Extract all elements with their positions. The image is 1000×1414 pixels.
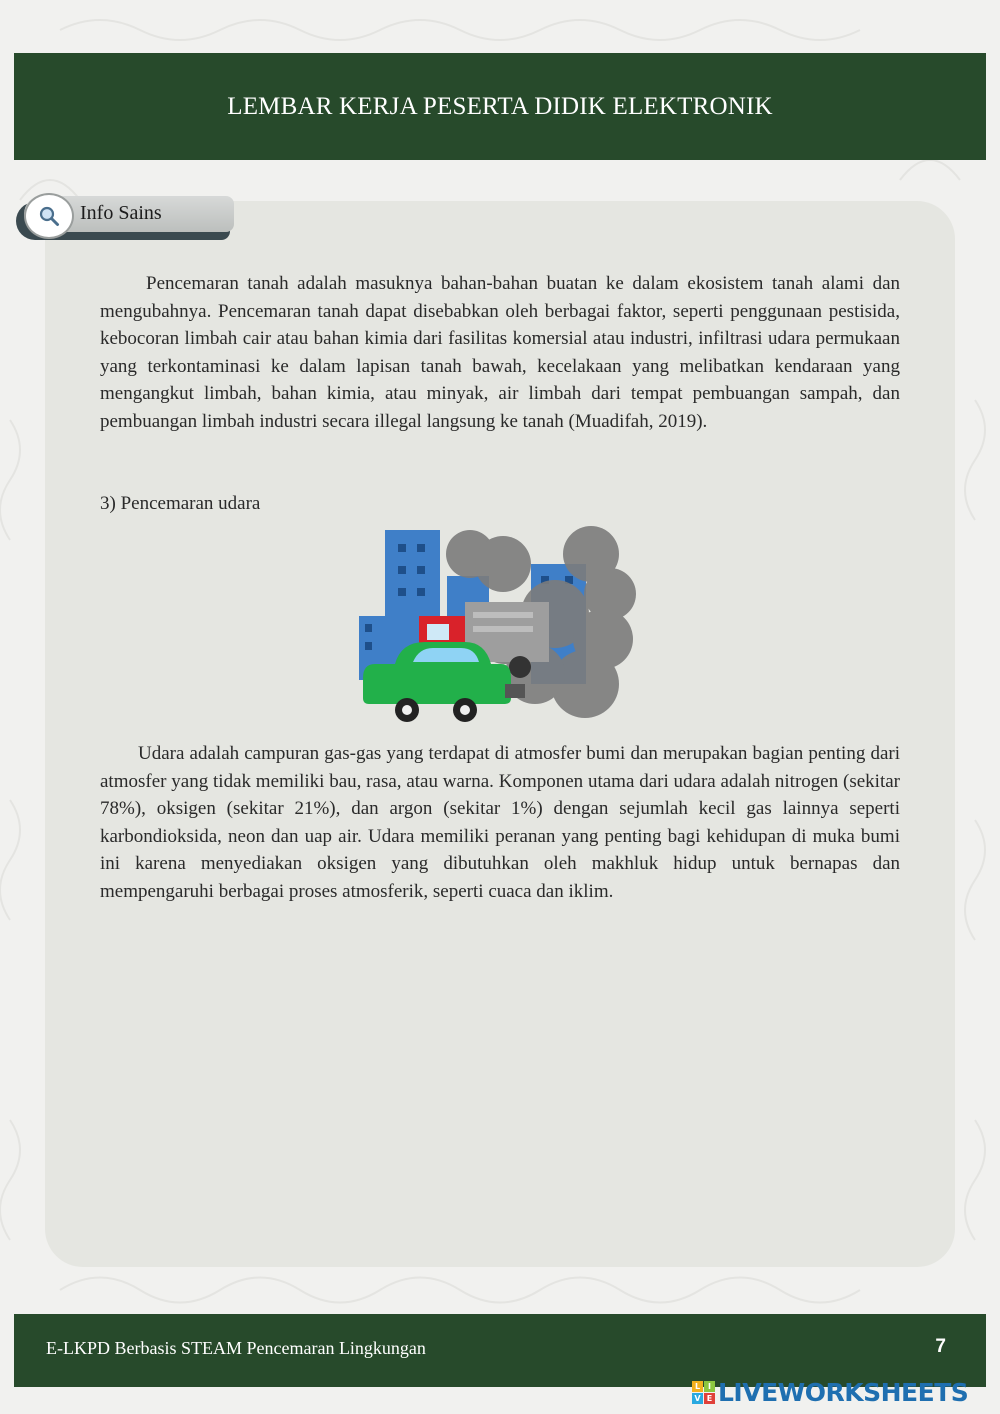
section-tab: [16, 192, 234, 244]
paragraph-pencemaran-tanah: Pencemaran tanah adalah masuknya bahan-bahan buatan ke dalam ekosistem tanah alami dan mengubahnya. Pencemaran tanah dapat disebabkan oleh berbagai faktor, seperti penggunaan pestisida, kebocoran limbah cair atau bahan kimia dari fasilitas komersial atau industri, infiltrasi udara permukaan yang terkontaminasi ke dalam lapisan tanah bawah, kecelakaan yang melibatkan kendaraan yang mengangkut limbah, bahan kimia, atau minyak, air limbah dari tempat pembuangan sampah, dan pembuangan limbah industri secara illegal langsung ke tanah (Muadifah, 2019).: [100, 273, 900, 432]
paragraph-udara: Udara adalah campuran gas-gas yang terdapat di atmosfer bumi dan merupakan bagian penting dari atmosfer yang tidak memiliki bau, rasa, atau warna. Komponen utama dari udara adalah nitrogen (sekitar 78%), oksigen (sekitar 21%), dan argon (sekitar 1%) dengan sejumlah kecil gas lainnya seperti karbondioksida, neon dan uap air. Udara memiliki peranan yang penting bagi kehidupan di muka bumi ini karena menyediakan oksigen yang dibutuhkan oleh makhluk hidup untuk bernapas dan mempengaruhi berbagai proses atmosferik, seperti cuaca dan iklim.: [100, 743, 900, 902]
subheading-pencemaran-udara: 3) Pencemaran udara: [100, 493, 261, 514]
page-header: [14, 53, 986, 160]
liveworksheets-blocks-icon: L I V E: [692, 1381, 715, 1404]
footer-title: E-LKPD Berbasis STEAM Pencemaran Lingkungan: [46, 1338, 426, 1358]
air-pollution-illustration: [355, 524, 647, 728]
page-title: LEMBAR KERJA PESERTA DIDIK ELEKTRONIK: [227, 92, 773, 120]
magnifier-icon: [24, 193, 74, 239]
liveworksheets-wordmark: LIVEWORKSHEETS: [718, 1377, 969, 1407]
liveworksheets-logo: [692, 1377, 968, 1407]
page-number: 7: [935, 1336, 946, 1357]
section-tab-label: Info Sains: [80, 202, 162, 224]
